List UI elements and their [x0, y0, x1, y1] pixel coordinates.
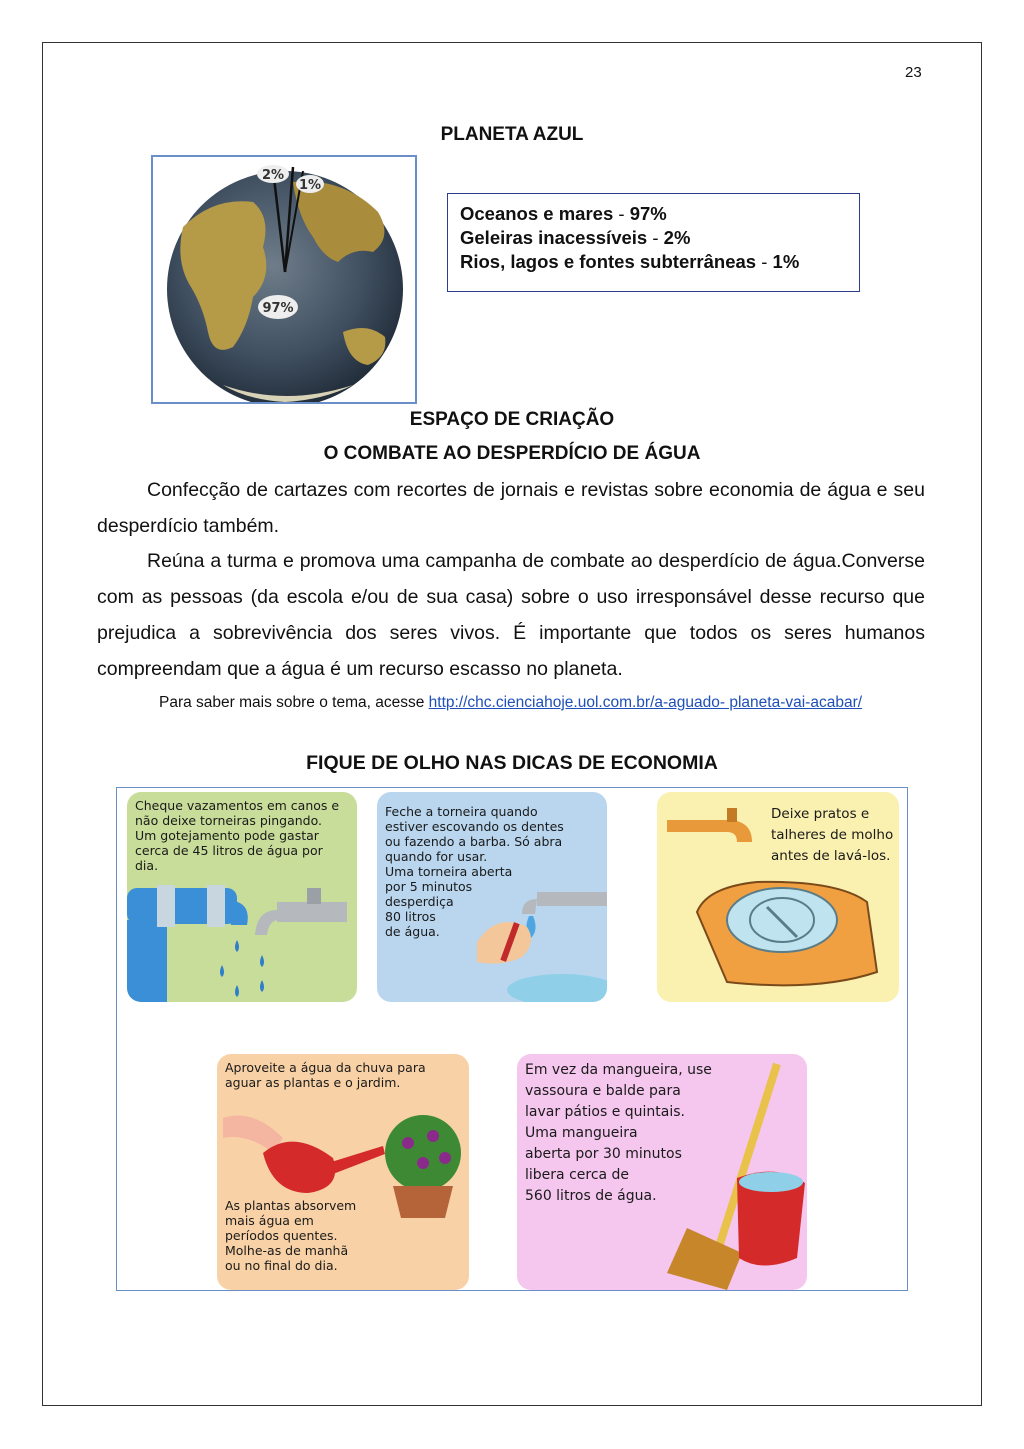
paragraph-cartazes: Confecção de cartazes com recortes de jornais e revistas sobre economia de água e seu desperdício também.: [97, 479, 925, 537]
tip-card-brushing: [377, 792, 607, 1002]
section-subtitle-combate: O COMBATE AO DESPERDÍCIO DE ÁGUA: [323, 443, 701, 464]
tip-card-rainwater: [217, 1054, 469, 1290]
tip-dishes-text: Deixe pratos e talheres de molho antes de lavá-los.: [771, 806, 894, 864]
water-distribution-legend: [447, 193, 860, 292]
section-title-dicas: FIQUE DE OLHO NAS DICAS DE ECONOMIA: [306, 752, 718, 774]
globe-label-2: 2%: [261, 168, 285, 183]
hand-toothbrush-icon: [467, 872, 607, 1002]
tip-brushing-text: Feche a torneira quando estiver escovando os dentes ou fazendo a barba. Só abra quando for usar. Uma torneira aberta por 5 minutos desperdiça 80 litros de água.: [385, 804, 564, 939]
tip-broom-text: Em vez da mangueira, use vassoura e balde para lavar pátios e quintais. Uma mangueira aberta por 30 minutos libera cerca de 560 litros de água.: [525, 1062, 712, 1204]
tip-card-leaks: [127, 792, 357, 1002]
paragraph-campanha: Reúna a turma e promova uma campanha de combate ao desperdício de água.Converse com as pessoas (da escola e/ou de sua casa) sobre o uso irresponsável desse recurso que prejudica a sobrevivência dos seres vivos. É importante que todos os seres humanos compreendam que a água é um recurso escasso no planeta.: [97, 550, 925, 680]
tip-card-broom: [517, 1054, 807, 1290]
tip-rainwater-text: Aproveite a água da chuva para aguar as plantas e o jardim.: [225, 1060, 426, 1090]
legend-row-oceans: Oceanos e mares - 97%: [460, 203, 667, 224]
basin-dishes-icon: [667, 802, 892, 997]
more-info-link[interactable]: http://chc.cienciahoje.uol.com.br/a-aguado- planeta-vai-acabar/: [428, 694, 863, 711]
globe-label-97: 97%: [262, 301, 294, 316]
broom-bucket-icon: [667, 1058, 807, 1290]
pipe-faucet-icon: [127, 880, 357, 1002]
section-title-espaco-criacao: ESPAÇO DE CRIAÇÃO: [409, 409, 615, 430]
page-number: 23: [905, 64, 922, 81]
legend-row-glaciers: Geleiras inacessíveis - 2%: [460, 227, 691, 248]
globe-illustration: [151, 155, 417, 404]
tips-poster: [116, 787, 908, 1291]
globe-label-1: 1%: [298, 178, 322, 193]
tip-leaks-text: Cheque vazamentos em canos e não deixe torneiras pingando. Um gotejamento pode gastar cerca de 45 litros de água por dia.: [135, 798, 340, 873]
section-title-planeta-azul: PLANETA AZUL: [440, 124, 584, 145]
legend-row-rivers: Rios, lagos e fontes subterrâneas - 1%: [460, 251, 800, 272]
more-info-line: Para saber mais sobre o tema, acesse http://chc.cienciahoje.uol.com.br/a-aguado- planeta-vai-acabar/: [159, 694, 863, 711]
tip-rainwater-text-2: As plantas absorvem mais água em períodos quentes. Molhe-as de manhã ou no final do dia.: [225, 1198, 357, 1273]
tip-card-dishes: [657, 792, 899, 1002]
